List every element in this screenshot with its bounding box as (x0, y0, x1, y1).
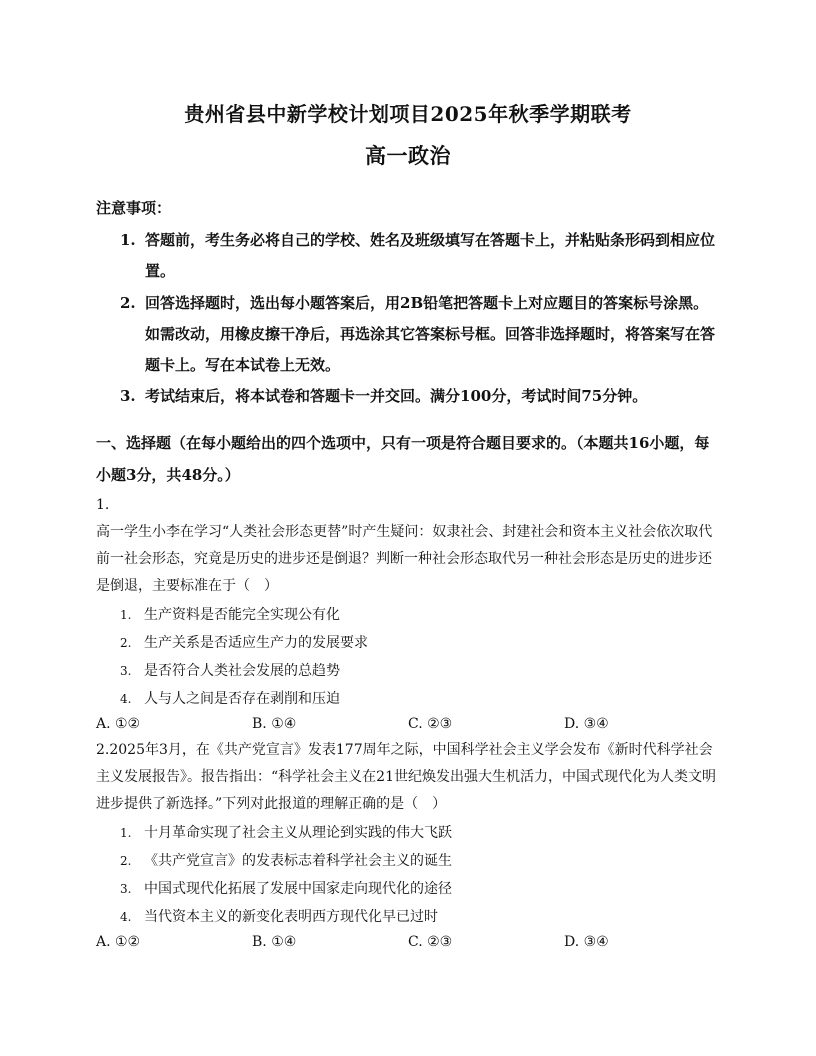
statement-option (120, 906, 438, 926)
statement-text: 人与人之间是否存在剥削和压迫 (144, 691, 340, 707)
notice-item (120, 225, 720, 287)
choice-c[interactable]: C. ②③ (408, 934, 453, 950)
choice-b[interactable]: B. ①④ (252, 716, 297, 732)
statement-option (120, 688, 340, 708)
choice-b[interactable]: B. ①④ (252, 934, 297, 950)
question-stem: 2.2025年3月，在《共产党宣言》发表177周年之际，中国科学社会主义学会发布《新时代科学社会主义发展报告》。报告指出：“科学社会主义在21世纪焕发出强大生机活力，中国式现代化为人类文明进步提供了新选择。”下列对此报道的理解正确的是（ ） (96, 742, 716, 812)
notice-item-number: 1. (120, 231, 136, 249)
notice-item-number: 3. (120, 387, 136, 405)
choice-c[interactable]: C. ②③ (408, 716, 453, 732)
statement-text: 生产关系是否适应生产力的发展要求 (144, 635, 368, 651)
statement-number: 3. (120, 664, 132, 678)
choice-a[interactable]: A. ①② (96, 934, 141, 950)
statement-option (120, 878, 452, 898)
statement-number: 3. (120, 882, 132, 896)
exam-subject: 高一政治 (365, 143, 451, 168)
notice-item-text: 考试结束后，将本试卷和答题卡一并交回。满分100分，考试时间75分钟。 (145, 387, 648, 405)
statement-text: 生产资料是否能完全实现公有化 (144, 607, 340, 623)
choice-d[interactable]: D. ③④ (564, 934, 609, 950)
notice-item-text: 回答选择题时，选出每小题答案后，用2B铅笔把答题卡上对应题目的答案标号涂黑。如需改动，用橡皮擦干净后，再选涂其它答案标号框。回答非选择题时，将答案写在答题卡上。写在本试卷上无效。 (145, 294, 716, 374)
statement-option (120, 632, 368, 652)
statement-option (120, 604, 340, 624)
notice-heading: 注意事项： (96, 199, 172, 217)
notice-item-number: 2. (120, 294, 136, 312)
statement-option (120, 822, 452, 842)
statement-text: 中国式现代化拓展了发展中国家走向现代化的途径 (144, 881, 452, 897)
statement-text: 是否符合人类社会发展的总趋势 (144, 663, 340, 679)
statement-number: 1. (120, 608, 132, 622)
statement-option (120, 660, 340, 680)
statement-text: 《共产党宣言》的发表标志着科学社会主义的诞生 (144, 853, 452, 869)
statement-text: 十月革命实现了社会主义从理论到实践的伟大飞跃 (144, 825, 452, 841)
question-stem: 高一学生小李在学习“人类社会形态更替”时产生疑问：奴隶社会、封建社会和资本主义社会依次取代前一社会形态，究竟是历史的进步还是倒退？判断一种社会形态取代另一种社会形态是历史的进步还是倒退，主要标准在于（ ） (96, 524, 713, 594)
statement-text: 当代资本主义的新变化表明西方现代化早已过时 (144, 909, 438, 925)
choice-a[interactable]: A. ①② (96, 716, 141, 732)
section-heading: 一、选择题（在每小题给出的四个选项中，只有一项是符合题目要求的。（本题共16小题，每小题3分，共48分。） (96, 434, 710, 484)
statement-option (120, 850, 452, 870)
notice-item-text: 答题前，考生务必将自己的学校、姓名及班级填写在答题卡上，并粘贴条形码到相应位置。 (145, 231, 716, 280)
statement-number: 1. (120, 826, 132, 840)
choice-d[interactable]: D. ③④ (564, 716, 609, 732)
notice-item (120, 288, 720, 381)
exam-title: 贵州省县中新学校计划项目2025年秋季学期联考 (184, 102, 632, 126)
question-number: 1. (96, 497, 110, 513)
notice-item (120, 381, 720, 412)
statement-number: 4. (120, 692, 132, 706)
statement-number: 2. (120, 636, 132, 650)
statement-number: 2. (120, 854, 132, 868)
statement-number: 4. (120, 910, 132, 924)
